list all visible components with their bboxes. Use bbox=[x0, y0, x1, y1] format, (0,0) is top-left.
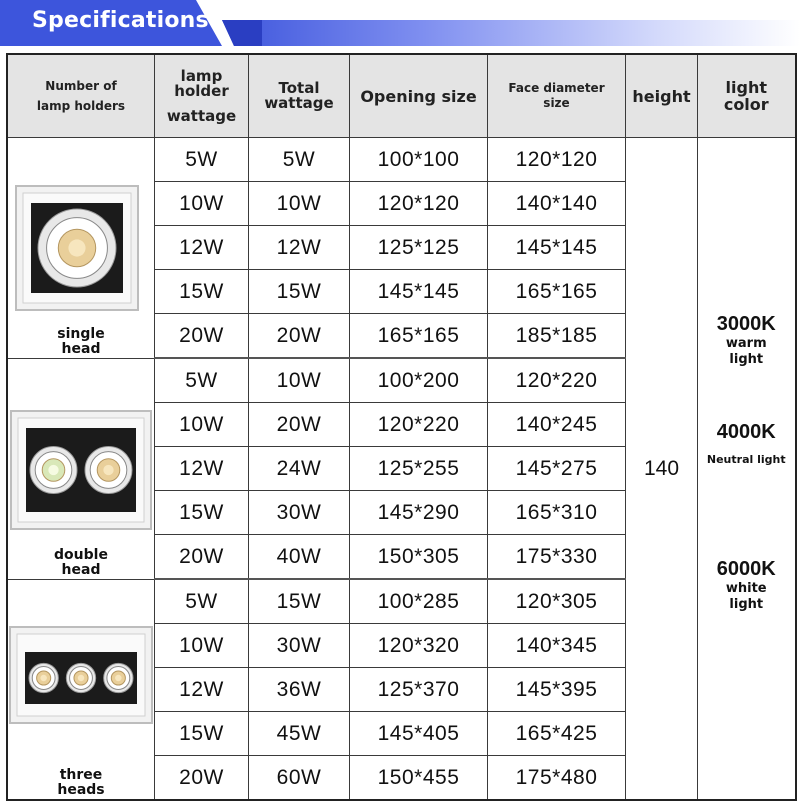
banner-stripe-accent bbox=[222, 20, 262, 46]
header-line: light bbox=[725, 78, 767, 97]
holder-cell: 20W bbox=[155, 535, 249, 580]
total-cell: 45W bbox=[249, 712, 350, 756]
header-line: lamp bbox=[180, 66, 223, 85]
color-name: white bbox=[725, 581, 767, 596]
opening-cell: 120*220 bbox=[350, 403, 488, 447]
holder-cell: 20W bbox=[155, 756, 249, 801]
holder-cell: 5W bbox=[155, 138, 249, 182]
light-color-option bbox=[698, 421, 795, 468]
opening-cell: 120*320 bbox=[350, 624, 488, 668]
lamp-type-label-line: head bbox=[61, 340, 101, 357]
holder-cell: 12W bbox=[155, 447, 249, 491]
lamp-type-label bbox=[8, 548, 154, 578]
opening-cell: 100*200 bbox=[350, 358, 488, 403]
header-line: wattage bbox=[264, 94, 334, 112]
total-cell: 30W bbox=[249, 624, 350, 668]
holder-cell: 12W bbox=[155, 226, 249, 270]
single-head-lamp-image bbox=[15, 185, 139, 311]
total-cell: 30W bbox=[249, 491, 350, 535]
opening-cell: 145*405 bbox=[350, 712, 488, 756]
header-row bbox=[7, 54, 796, 138]
face-cell: 165*425 bbox=[488, 712, 626, 756]
header-opening-size bbox=[350, 54, 488, 138]
lamp-type-figure bbox=[8, 139, 154, 357]
total-cell: 20W bbox=[249, 314, 350, 359]
opening-cell: 145*145 bbox=[350, 270, 488, 314]
holder-cell: 5W bbox=[155, 579, 249, 624]
lamp-type-label-line: single bbox=[57, 325, 105, 342]
light-color-option bbox=[698, 313, 795, 368]
color-name: light bbox=[729, 352, 764, 367]
face-cell: 140*140 bbox=[488, 182, 626, 226]
banner-stripe bbox=[222, 20, 800, 46]
header-face-diameter bbox=[488, 54, 626, 138]
color-name: light bbox=[729, 597, 764, 612]
holder-cell: 15W bbox=[155, 712, 249, 756]
holder-cell: 5W bbox=[155, 358, 249, 403]
header-line: Number of bbox=[45, 79, 117, 93]
lamp-type-label-line: double bbox=[54, 546, 108, 563]
color-name: warm bbox=[725, 336, 767, 351]
height-cell: 140 bbox=[626, 138, 698, 801]
holder-cell: 10W bbox=[155, 182, 249, 226]
header-line: height bbox=[632, 86, 691, 106]
lamp-type-figure bbox=[8, 360, 154, 578]
light-color-option bbox=[698, 558, 795, 613]
opening-cell: 125*125 bbox=[350, 226, 488, 270]
total-cell: 24W bbox=[249, 447, 350, 491]
banner-title: Specifications bbox=[32, 8, 209, 33]
header-line: Face diameter bbox=[508, 81, 605, 95]
total-cell: 5W bbox=[249, 138, 350, 182]
specifications-table bbox=[6, 53, 797, 801]
opening-cell: 100*285 bbox=[350, 579, 488, 624]
face-cell: 120*305 bbox=[488, 579, 626, 624]
face-cell: 175*330 bbox=[488, 535, 626, 580]
lamp-type-label-line: three bbox=[59, 767, 103, 784]
opening-cell: 150*305 bbox=[350, 535, 488, 580]
header-line: lamp holders bbox=[36, 99, 126, 113]
total-cell: 12W bbox=[249, 226, 350, 270]
face-cell: 140*245 bbox=[488, 403, 626, 447]
color-temperature: 4000K bbox=[716, 421, 776, 443]
total-cell: 10W bbox=[249, 358, 350, 403]
opening-cell: 125*255 bbox=[350, 447, 488, 491]
holder-cell: 15W bbox=[155, 491, 249, 535]
header-line: wattage bbox=[166, 106, 237, 125]
three-head-lamp-image bbox=[9, 626, 153, 724]
header-holder-wattage bbox=[155, 54, 249, 138]
header-lamp-holder-count bbox=[7, 54, 155, 138]
face-cell: 185*185 bbox=[488, 314, 626, 359]
lamp-type-label-line: heads bbox=[57, 782, 105, 799]
holder-cell: 10W bbox=[155, 624, 249, 668]
lamp-type-cell bbox=[7, 579, 155, 800]
header-light-color bbox=[698, 54, 796, 138]
face-cell: 120*220 bbox=[488, 358, 626, 403]
header-line: size bbox=[543, 96, 570, 110]
holder-cell: 20W bbox=[155, 314, 249, 359]
lamp-type-label bbox=[8, 327, 154, 357]
holder-cell: 12W bbox=[155, 668, 249, 712]
color-temperature: 3000K bbox=[716, 313, 776, 335]
lamp-type-label bbox=[8, 768, 154, 798]
header-total-wattage bbox=[249, 54, 350, 138]
header-line: Opening size bbox=[360, 86, 477, 106]
face-cell: 175*480 bbox=[488, 756, 626, 801]
header-line: color bbox=[723, 95, 769, 114]
color-temperature: 6000K bbox=[716, 558, 776, 580]
lamp-type-cell bbox=[7, 138, 155, 359]
face-cell: 145*145 bbox=[488, 226, 626, 270]
opening-cell: 145*290 bbox=[350, 491, 488, 535]
face-cell: 120*120 bbox=[488, 138, 626, 182]
total-cell: 20W bbox=[249, 403, 350, 447]
lamp-type-cell bbox=[7, 358, 155, 579]
opening-cell: 120*120 bbox=[350, 182, 488, 226]
face-cell: 145*395 bbox=[488, 668, 626, 712]
face-cell: 140*345 bbox=[488, 624, 626, 668]
opening-cell: 165*165 bbox=[350, 314, 488, 359]
total-cell: 10W bbox=[249, 182, 350, 226]
header-height bbox=[626, 54, 698, 138]
opening-cell: 100*100 bbox=[350, 138, 488, 182]
specifications-banner bbox=[0, 0, 800, 46]
holder-cell: 15W bbox=[155, 270, 249, 314]
table-row bbox=[7, 138, 796, 182]
opening-cell: 125*370 bbox=[350, 668, 488, 712]
total-cell: 60W bbox=[249, 756, 350, 801]
opening-cell: 150*455 bbox=[350, 756, 488, 801]
header-line: Total bbox=[278, 79, 320, 97]
lamp-type-figure bbox=[8, 580, 154, 798]
total-cell: 15W bbox=[249, 579, 350, 624]
header-line: holder bbox=[174, 81, 229, 100]
light-color-cell bbox=[698, 138, 796, 801]
face-cell: 165*310 bbox=[488, 491, 626, 535]
lamp-type-label-line: head bbox=[61, 561, 101, 578]
face-cell: 165*165 bbox=[488, 270, 626, 314]
total-cell: 15W bbox=[249, 270, 350, 314]
face-cell: 145*275 bbox=[488, 447, 626, 491]
holder-cell: 10W bbox=[155, 403, 249, 447]
color-name: Neutral light bbox=[706, 453, 786, 466]
total-cell: 36W bbox=[249, 668, 350, 712]
total-cell: 40W bbox=[249, 535, 350, 580]
double-head-lamp-image bbox=[10, 410, 152, 530]
